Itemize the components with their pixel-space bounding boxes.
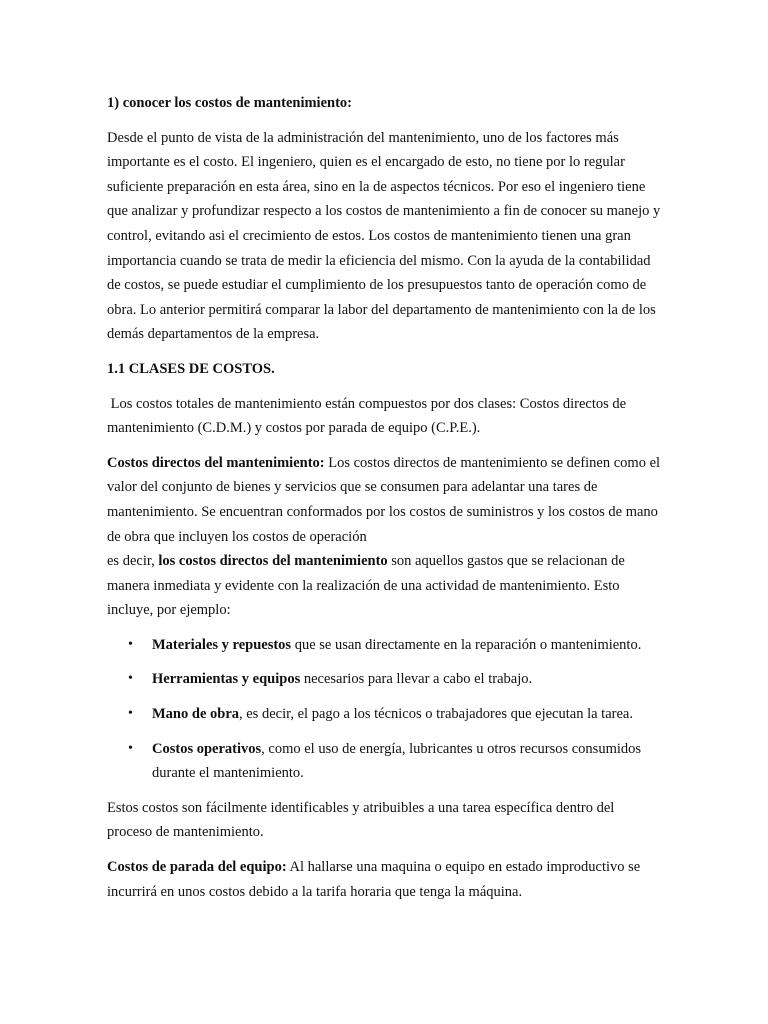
list-item xyxy=(107,702,662,727)
examples-list xyxy=(107,633,662,786)
term-costos-directos: Costos directos del mantenimiento: xyxy=(107,454,325,471)
paragraph-costos-parada xyxy=(107,855,662,904)
costos-directos-explanation: son aquellos gastos que se relacionan de manera inmediata y evidente con la realización de una actividad de mantenimiento. Esto incluye, por ejemplo: xyxy=(107,553,625,619)
section-heading-clases: 1.1 CLASES DE COSTOS. xyxy=(107,360,275,377)
list-item-term: Mano de obra xyxy=(152,706,239,723)
list-item xyxy=(107,737,662,786)
document-page xyxy=(107,91,662,914)
list-item xyxy=(107,667,662,692)
term-costos-parada: Costos de parada del equipo: xyxy=(107,859,287,876)
bullet-icon: • xyxy=(128,740,133,756)
list-item-text: , como el uso de energía, lubricantes u otros recursos consumidos durante el mantenimiento. xyxy=(152,740,642,782)
bullet-icon: • xyxy=(128,671,133,687)
bullet-icon: • xyxy=(128,706,133,722)
term-costos-directos-inline: los costos directos del mantenimiento xyxy=(158,553,388,570)
list-item-term: Herramientas y equipos xyxy=(152,671,301,688)
costos-directos-definition: Los costos directos de mantenimiento se definen como el valor del conjunto de bienes y servicios que se consumen para adelantar una tares de mantenimiento. Se encuentran conformados por los costos de suministros y los costos de mano de obra que incluyen los costos de operación xyxy=(107,454,661,545)
list-item xyxy=(107,633,662,658)
bullet-icon: • xyxy=(128,636,133,652)
paragraph-costos-directos xyxy=(107,451,662,623)
paragraph-identificables: Estos costos son fácilmente identificables y atribuibles a una tarea específica dentro del proceso de mantenimiento. xyxy=(107,799,615,841)
list-item-term: Materiales y repuestos xyxy=(152,636,292,653)
list-item-text: , es decir, el pago a los técnicos o trabajadores que ejecutan la tarea. xyxy=(239,706,633,723)
costos-directos-es-decir: es decir, xyxy=(107,553,159,570)
list-item-text: necesarios para llevar a cabo el trabajo. xyxy=(300,671,533,688)
paragraph-intro: Desde el punto de vista de la administración del mantenimiento, uno de los factores más importante es el costo. El ingeniero, quien es el encargado de esto, no tiene por lo regular suficiente preparación en esta área, sino en la de aspectos técnicos. Por eso el ingeniero tiene que analizar y profundizar respecto a los costos de mantenimiento a fin de conocer su manejo y control, evitando asi el crecimiento de estos. Los costos de mantenimiento tienen una gran importancia cuando se trata de medir la eficiencia del mismo. Con la ayuda de la contabilidad de costos, se puede estudiar el cumplimiento de los presupuestos tanto de operación como de obra. Lo anterior permitirá comparar la labor del departamento de mantenimiento con la de los demás departamentos de la empresa. xyxy=(107,129,661,343)
costos-parada-definition: Al hallarse una maquina o equipo en estado improductivo se incurrirá en unos costos debido a la tarifa horaria que tenga la máquina. xyxy=(107,859,641,900)
paragraph-clases: Los costos totales de mantenimiento están compuestos por dos clases: Costos directos de mantenimiento (C.D.M.) y costos por parada de equipo (C.P.E.). xyxy=(107,395,630,437)
section-heading-costos: 1) conocer los costos de mantenimiento: xyxy=(107,95,352,111)
list-item-term: Costos operativos xyxy=(152,740,262,757)
list-item-text: que se usan directamente en la reparación o mantenimiento. xyxy=(291,636,642,653)
